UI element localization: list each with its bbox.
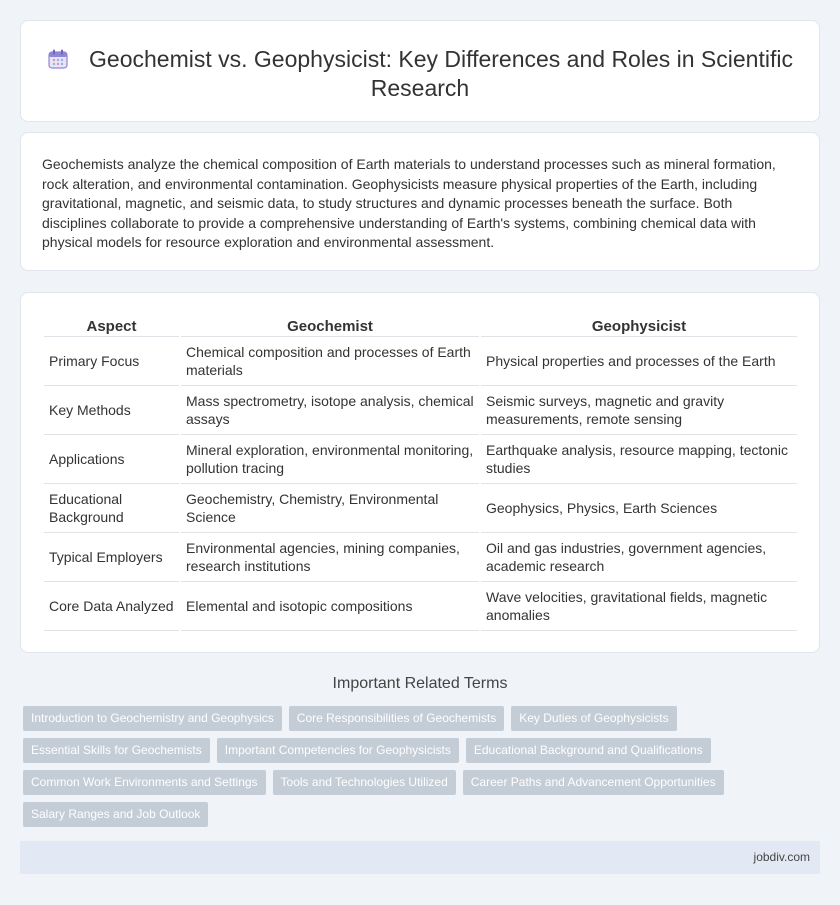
header-aspect: Aspect <box>44 317 179 337</box>
header-geochemist: Geochemist <box>181 317 479 337</box>
page-title-text: Geochemist vs. Geophysicist: Key Differences and Roles in Scientific Research <box>89 46 793 101</box>
row-aspect: Key Methods <box>44 386 179 435</box>
table-row <box>44 582 797 631</box>
row-geochemist: Elemental and isotopic compositions <box>181 582 479 631</box>
related-terms-title: Important Related Terms <box>332 675 508 692</box>
row-aspect: Educational Background <box>44 484 179 533</box>
row-aspect: Core Data Analyzed <box>44 582 179 631</box>
table-row <box>44 484 797 533</box>
table-row <box>44 386 797 435</box>
row-geophysicist: Earthquake analysis, resource mapping, tectonic studies <box>481 435 797 484</box>
footer-site-link[interactable]: jobdiv.com <box>753 850 810 864</box>
related-term-tag[interactable]: Introduction to Geochemistry and Geophysics <box>23 706 282 731</box>
row-aspect: Typical Employers <box>44 533 179 582</box>
comparison-table <box>42 317 799 631</box>
row-geophysicist: Seismic surveys, magnetic and gravity measurements, remote sensing <box>481 386 797 435</box>
related-term-tag[interactable]: Common Work Environments and Settings <box>23 770 266 795</box>
calendar-icon <box>47 48 69 70</box>
row-geochemist: Mass spectrometry, isotope analysis, chemical assays <box>181 386 479 435</box>
related-term-tag[interactable]: Career Paths and Advancement Opportunities <box>463 770 724 795</box>
table-header-row <box>44 317 797 337</box>
row-geophysicist: Geophysics, Physics, Earth Sciences <box>481 484 797 533</box>
row-geochemist: Environmental agencies, mining companies, research institutions <box>181 533 479 582</box>
table-row <box>44 533 797 582</box>
comparison-card <box>20 292 820 653</box>
intro-paragraph: Geochemists analyze the chemical composition of Earth materials to understand processes such as mineral formation, rock alteration, and environmental contamination. Geophysicists measure physical properties of the Earth, including gravitational, magnetic, and seismic data, to study structures and dynamic processes beneath the surface. Both disciplines collaborate to provide a comprehensive understanding of Earth's systems, combining chemical data with physical models for resource exploration and environmental assessment. <box>42 156 776 250</box>
row-geophysicist: Oil and gas industries, government agencies, academic research <box>481 533 797 582</box>
table-row <box>44 337 797 386</box>
related-term-tag[interactable]: Educational Background and Qualifications <box>466 738 711 763</box>
header-geophysicist: Geophysicist <box>481 317 797 337</box>
row-geochemist: Chemical composition and processes of Earth materials <box>181 337 479 386</box>
intro-card <box>20 132 820 271</box>
related-term-tag[interactable]: Salary Ranges and Job Outlook <box>23 802 208 827</box>
row-geophysicist: Wave velocities, gravitational fields, magnetic anomalies <box>481 582 797 631</box>
footer <box>20 841 820 874</box>
page-title <box>21 45 819 103</box>
related-terms-list <box>23 706 743 834</box>
related-term-tag[interactable]: Key Duties of Geophysicists <box>511 706 676 731</box>
related-term-tag[interactable]: Core Responsibilities of Geochemists <box>289 706 504 731</box>
related-term-tag[interactable]: Important Competencies for Geophysicists <box>217 738 459 763</box>
row-aspect: Primary Focus <box>44 337 179 386</box>
row-geochemist: Mineral exploration, environmental monitoring, pollution tracing <box>181 435 479 484</box>
related-term-tag[interactable]: Essential Skills for Geochemists <box>23 738 210 763</box>
row-geophysicist: Physical properties and processes of the Earth <box>481 337 797 386</box>
row-geochemist: Geochemistry, Chemistry, Environmental Science <box>181 484 479 533</box>
table-row <box>44 435 797 484</box>
title-card <box>20 20 820 122</box>
row-aspect: Applications <box>44 435 179 484</box>
related-term-tag[interactable]: Tools and Technologies Utilized <box>273 770 456 795</box>
